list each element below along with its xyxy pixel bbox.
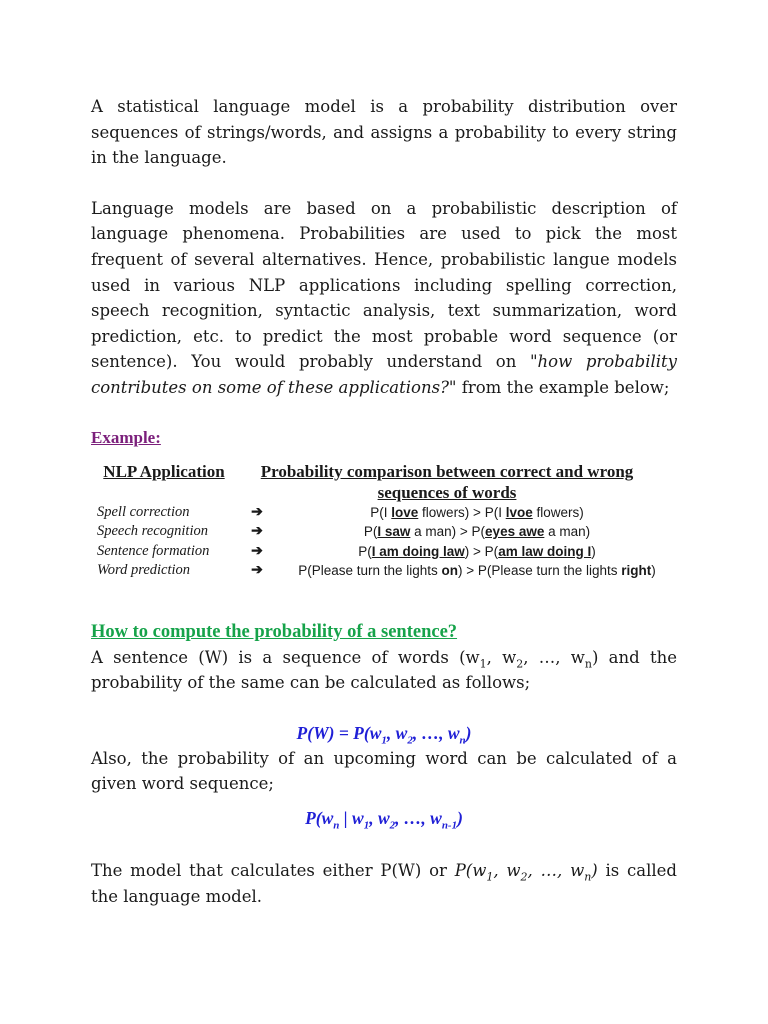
comparison-segment: P(I [370,504,392,520]
f1-sub: 1 [381,734,387,747]
f1-text: , w [386,722,408,743]
application-label: Sentence formation [97,542,210,559]
comparison-segment: eyes awe [485,524,545,540]
f2-text: P(w [305,807,334,828]
comparison-segment: ) [591,543,596,559]
col-header-comparison: Probability comparison between correct and wrong sequences of words [260,461,634,502]
f1-text: ) [465,722,472,743]
comparison-segment: right [621,563,652,579]
f2-sub: n [333,819,340,832]
sp-text: A sentence (W) is a sequence of words (w [91,647,480,667]
comparison-segment: flowers) > P(I [418,504,506,520]
example-rows [91,503,677,581]
lm-question-italic: how probability contributes on some of these applications? [91,352,677,397]
application-label: Spell correction [97,503,190,520]
lm-text-after: " from the example below; [448,377,670,397]
comparison-segment: P( [363,524,378,540]
formula-next-word-probability [91,805,677,831]
sentence-paragraph [91,645,677,696]
sp-text: , …, w [523,647,585,667]
comparison-segment: flowers) [532,504,584,520]
comparison-segment: P( [358,543,372,559]
f1-sub: n [459,734,466,747]
f2-text: , w [369,807,390,828]
fp-italic: , …, w [527,860,585,880]
example-row [91,542,677,562]
f2-sub: 2 [389,819,396,832]
fp-italic: , w [493,860,521,880]
probability-comparison [277,505,677,520]
example-row [91,522,677,542]
comparison-segment: ) > P( [464,543,499,559]
arrow-icon: ➔ [251,524,263,540]
example-table [91,461,677,581]
comparison-segment: I saw [377,524,411,540]
fp-sub: n [584,870,592,884]
f2-text: | w [339,807,364,828]
fp-italic: ) [591,860,598,880]
arrow-icon: ➔ [251,543,263,559]
f2-text: ) [457,807,463,828]
f1-text: , …, w [412,722,460,743]
f2-text: , …, w [395,807,442,828]
fp-italic: P(w [454,860,487,880]
application-label: Word prediction [97,562,191,579]
comparison-segment: a man) > P( [410,524,486,540]
arrow-icon: ➔ [251,504,263,520]
intro-paragraph: A statistical language model is a probability distribution over sequences of strings/words, and assigns a probability to every string in the language. [91,97,677,168]
final-paragraph [91,858,677,909]
section-heading: How to compute the probability of a sentence? [91,621,458,642]
example-table-header [91,461,677,503]
comparison-segment: P(Please turn the lights [298,563,442,579]
comparison-segment: am law doing I [498,543,592,559]
sp-text: , w [486,647,517,667]
probability-comparison [277,524,677,539]
f1-text: P(W) = P(w [296,722,382,743]
f2-sub: n-1 [441,819,458,832]
sp-sub: 2 [516,656,524,670]
fp-sub: 1 [486,870,494,884]
formula-sentence-probability [91,720,677,746]
language-models-paragraph [91,196,677,401]
comparison-segment: love [391,504,419,520]
document-page [91,94,677,909]
arrow-icon: ➔ [251,563,263,579]
f2-sub: 1 [363,819,370,832]
example-heading: Example: [91,427,161,447]
f1-sub: 2 [407,734,413,747]
example-row [91,561,677,581]
fp-sub: 2 [520,870,528,884]
fp-text: The model that calculates either P(W) or [91,860,455,880]
fp-italic-formula [454,860,598,884]
col-header-application: NLP Application [103,461,225,481]
comparison-segment: lvoe [505,504,533,520]
comparison-segment: on [441,563,459,579]
sp-sub: 1 [479,656,487,670]
probability-comparison [277,544,677,559]
example-row [91,503,677,523]
application-label: Speech recognition [97,523,208,540]
comparison-segment: I am doing law [371,543,465,559]
lm-text-before: Language models are based on a probabilistic description of language phenomena. Probabilities are used to pick the most frequent of several alternatives. Hence, probabilistic langue models used in various NLP applications including spelling correction, speech recognition, syntactic analysis, text summarization, word prediction, etc. to predict the most probable word sequence (or sentence). You would probably understand on " [91,198,677,372]
comparison-segment: a man) [544,524,591,540]
probability-comparison [277,563,677,578]
sp-sub: n [584,656,592,670]
sp-text: ) and the probability of the same can be calculated as follows; [91,647,677,693]
comparison-segment: ) > P(Please turn the lights [458,563,622,579]
also-paragraph: Also, the probability of an upcoming word can be calculated of a given word sequence; [91,748,677,794]
fp-text: is called the language model. [91,860,677,906]
comparison-segment: ) [651,563,656,579]
